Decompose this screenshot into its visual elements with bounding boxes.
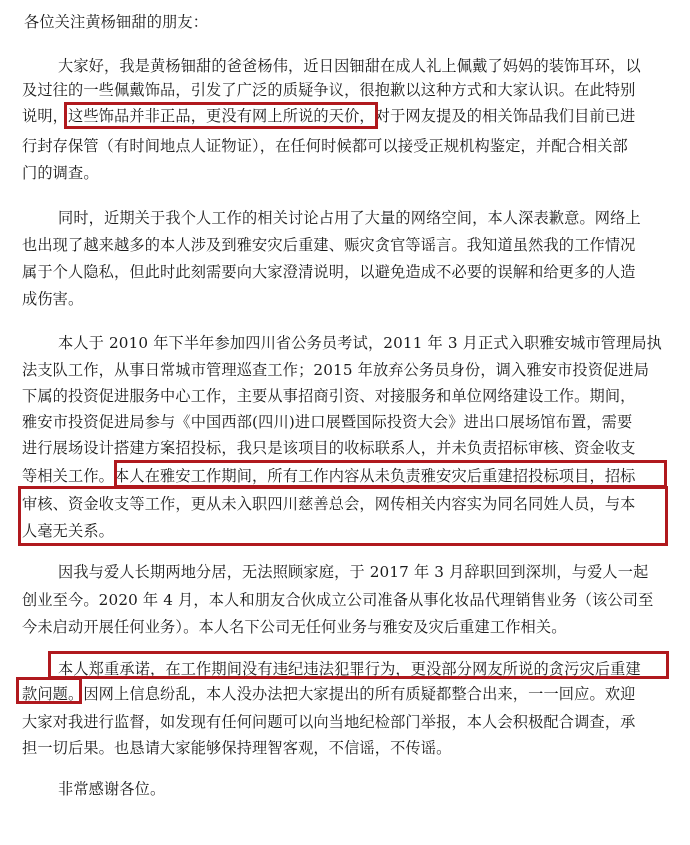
p2-line-2: 也出现了越来越多的本人涉及到雅安灾后重建、赈灾贪官等谣言。我知道虽然我的工作情况 bbox=[22, 236, 636, 254]
p4-line-3: 今未启动开展任何业务）。本人名下公司无任何业务与雅安及灾后重建工作相关。 bbox=[22, 618, 567, 636]
p5-line-2: 款问题。因网上信息纷乱，本人没办法把大家提出的所有质疑都整合出来，一一回应。欢迎 bbox=[22, 685, 636, 703]
p1-line-4: 行封存保管（有时间地点人证物证），在任何时候都可以接受正规机构鉴定，并配合相关部 bbox=[22, 137, 628, 155]
greeting: 各位关注黄杨钿甜的朋友： bbox=[24, 13, 209, 31]
p1-line-3: 说明，这些饰品并非正品，更没有网上所说的天价，对于网友提及的相关饰品我们目前已进 bbox=[22, 107, 636, 125]
closing: 非常感谢各位。 bbox=[58, 780, 166, 798]
p3-line-5: 进行展场设计搭建方案招投标，我只是该项目的收标联系人，并未负责招标审核、资金收支 bbox=[22, 439, 636, 457]
p3-line-3: 下属的投资促进服务中心工作，主要从事招商引资、对接服务和单位网络建设工作。期间， bbox=[22, 387, 636, 405]
p5-line-4: 担一切后果。也恳请大家能够保持理智客观，不信谣，不传谣。 bbox=[22, 739, 452, 757]
p4-line-2: 创业至今。2020 年 4 月，本人和朋友合伙成立公司准备从事化妆品代理销售业务（该公司至 bbox=[22, 591, 654, 609]
p3-line-7: 审核、资金收支等工作，更从未入职四川慈善总会，网传相关内容实为同名同姓人员，与本 bbox=[22, 495, 636, 513]
p2-line-3: 属于个人隐私，但此时此刻需要向大家澄清说明，以避免造成不必要的误解和给更多的人造 bbox=[22, 263, 636, 281]
p5-line-3: 大家对我进行监督，如发现有任何问题可以向当地纪检部门举报，本人会积极配合调查，承 bbox=[22, 713, 636, 731]
p5-line-1: 本人郑重承诺，在工作期间没有违纪违法犯罪行为，更没部分网友所说的贪污灾后重建 bbox=[58, 660, 641, 678]
p4-line-1: 因我与爱人长期两地分居，无法照顾家庭，于 2017 年 3 月辞职回到深圳，与爱人一起 bbox=[58, 563, 649, 581]
p1-line-1: 大家好，我是黄杨钿甜的爸爸杨伟，近日因钿甜在成人礼上佩戴了妈妈的装饰耳环，以 bbox=[58, 57, 641, 75]
p2-line-4: 成伤害。 bbox=[22, 290, 84, 308]
p2-line-1: 同时，近期关于我个人工作的相关讨论占用了大量的网络空间，本人深表歉意。网络上 bbox=[58, 209, 641, 227]
p3-line-1: 本人于 2010 年下半年参加四川省公务员考试，2011 年 3 月正式入职雅安城市管理局执 bbox=[58, 334, 663, 352]
p3-line-6: 等相关工作。本人在雅安工作期间，所有工作内容从未负责雅安灾后重建招投标项目，招标 bbox=[22, 467, 636, 485]
p3-line-8: 人毫无关系。 bbox=[22, 522, 115, 540]
p1-line-5: 门的调查。 bbox=[22, 164, 99, 182]
p1-line-2: 及过往的一些佩戴饰品，引发了广泛的质疑争议，很抱歉以这种方式和大家认识。在此特别 bbox=[22, 81, 636, 99]
p3-line-2: 法支队工作，从事日常城市管理巡查工作；2015 年放弃公务员身份，调入雅安市投资促进局 bbox=[22, 361, 650, 379]
p3-line-4: 雅安市投资促进局参与《中国西部(四川)进口展暨国际投资大会》进出口展场馆布置，需要 bbox=[22, 413, 633, 431]
